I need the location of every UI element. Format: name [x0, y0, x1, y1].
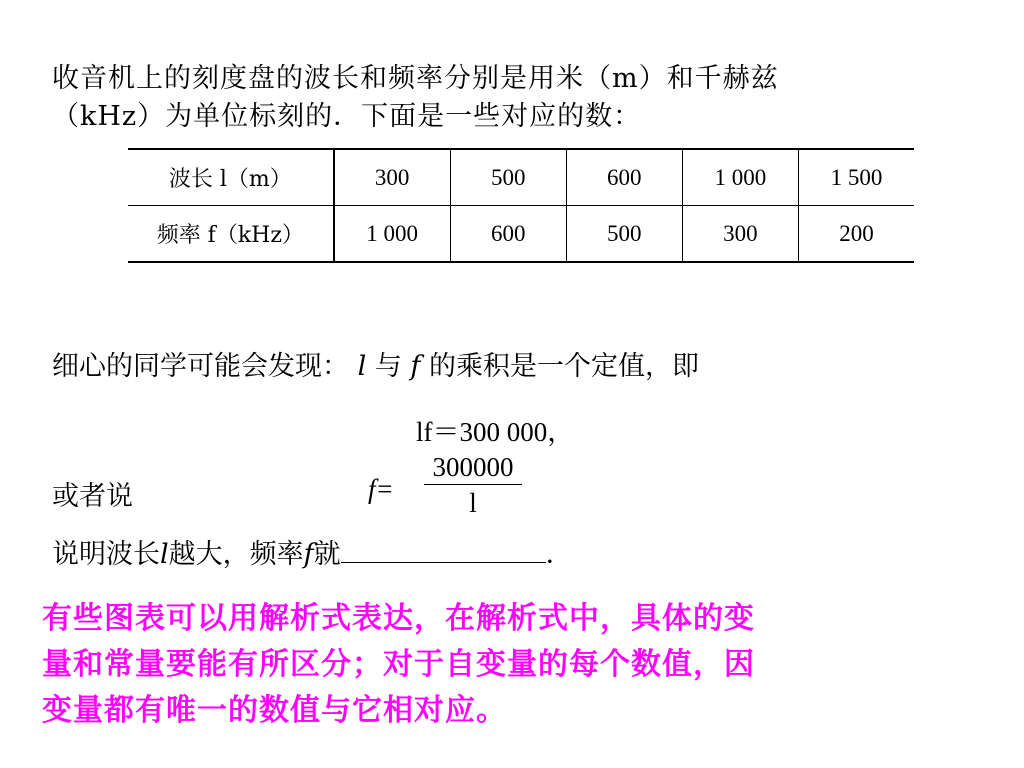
table-cell: 300 — [682, 206, 798, 263]
note-line-3: 变量都有唯一的数值与它相对应。 — [42, 693, 507, 728]
observation-suffix: 的乘积是一个定值，即 — [429, 351, 700, 382]
observation-text — [52, 344, 699, 383]
explanation-end: ． — [545, 539, 573, 570]
explanation-part-3: 就 — [313, 539, 341, 570]
note-line-1: 有些图表可以用解析式表达，在解析式中，具体的变 — [42, 601, 755, 636]
intro-line-2: （kHz）为单位标刻的．下面是一些对应的数： — [52, 101, 642, 132]
table-cell: 300 — [334, 149, 451, 206]
variable-f: f — [410, 351, 421, 382]
product-formula: lf＝300 000， — [416, 417, 575, 447]
fraction-lhs — [368, 474, 394, 505]
table-cell: 600 — [450, 206, 566, 263]
answer-blank[interactable] — [341, 538, 546, 563]
explanation-part-1: 说明波长 — [52, 539, 160, 570]
table-cell: 500 — [450, 149, 566, 206]
fraction-numerator: 300000 — [424, 452, 522, 485]
or-say-label: 或者说 — [52, 481, 133, 512]
intro-paragraph — [52, 60, 992, 136]
note-paragraph — [42, 596, 977, 734]
explanation-text — [52, 532, 573, 571]
table-cell: 1 000 — [334, 206, 451, 263]
variable-l: l — [357, 351, 367, 382]
variable-l: l — [160, 539, 169, 570]
table-header-frequency: 频率 f（kHz） — [156, 223, 304, 248]
table-cell: 1 000 — [682, 149, 798, 206]
table-row-wavelength — [128, 149, 914, 206]
intro-line-1: 收音机上的刻度盘的波长和频率分别是用米（m）和千赫兹 — [52, 63, 779, 94]
fraction-denominator: l — [469, 488, 477, 518]
observation-prefix: 细心的同学可能会发现： — [52, 351, 349, 382]
note-line-2: 量和常量要能有所区分；对于自变量的每个数值，因 — [42, 647, 755, 682]
table-row-frequency — [128, 206, 914, 263]
table-cell: 1 500 — [798, 149, 914, 206]
table-cell: 200 — [798, 206, 914, 263]
variable-f: f — [303, 539, 314, 570]
fraction — [424, 452, 522, 519]
explanation-part-2: 越大，频率 — [168, 539, 304, 570]
table-cell: 600 — [566, 149, 682, 206]
observation-mid: 与 — [374, 351, 402, 382]
table-cell: 500 — [566, 206, 682, 263]
table-header-wavelength: 波长 l（m） — [128, 149, 334, 206]
wavelength-frequency-table — [128, 148, 914, 263]
fraction-lhs-text: f= — [368, 474, 394, 504]
